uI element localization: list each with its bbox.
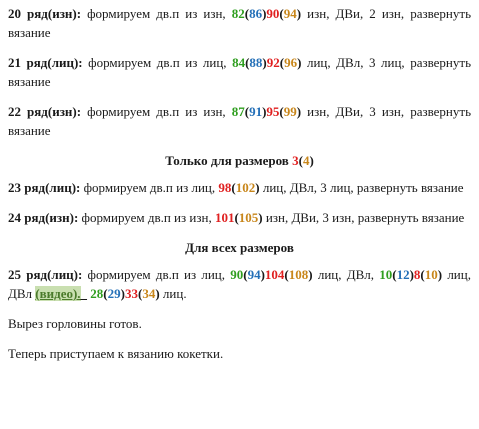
video-link[interactable]: (видео). <box>35 286 81 301</box>
size-count: 102 <box>235 180 256 195</box>
row-24: 24 ряд(изн): формируем дв.п из изн, 101(105) изн, ДВи, 3 изн, развернуть вязание <box>8 210 465 225</box>
size-count: 34 <box>142 286 156 301</box>
row-label: 21 ряд(лиц): <box>8 55 83 70</box>
size-count: 94 <box>283 6 297 21</box>
size-count: 95 <box>266 104 280 119</box>
section-heading-all-sizes: Для всех размеров <box>185 240 294 255</box>
note-start-yoke: Теперь приступаем к вязанию кокетки. <box>8 346 224 361</box>
row-label: 24 ряд(изн): <box>8 210 79 225</box>
size-count: 98 <box>218 180 232 195</box>
heading-text: Только для размеров <box>165 153 293 168</box>
row-25: 25 ряд(лиц): формируем дв.п из лиц, 90(94)104(108) лиц, ДВл, 10(12)8(10) лиц, ДВл (видео). 28(29)33(34) лиц. <box>8 267 471 301</box>
row-text: лиц, ДВл, 3 лиц, развернуть вязание <box>259 180 464 195</box>
size-number: 3 <box>292 153 299 168</box>
row-text: формируем дв.п из изн, <box>81 104 232 119</box>
row-20: 20 ряд(изн): формируем дв.п из изн, 82(86)90(94) изн, ДВи, 2 изн, развернуть вязание <box>8 6 471 40</box>
row-23: 23 ряд(лиц): формируем дв.п из лиц, 98(102) лиц, ДВл, 3 лиц, развернуть вязание <box>8 180 464 195</box>
size-count: 8 <box>413 267 421 282</box>
size-count: 108 <box>288 267 309 282</box>
section-heading-sizes-3-4: Только для размеров 3(4) <box>165 153 314 168</box>
size-count: 10 <box>424 267 438 282</box>
size-count: 84 <box>232 55 246 70</box>
size-count: 29 <box>107 286 121 301</box>
size-count: 28 <box>90 286 104 301</box>
row-text: формируем дв.п из лиц, <box>80 180 219 195</box>
row-label: 20 ряд(изн): <box>8 6 82 21</box>
row-text: лиц. <box>159 286 187 301</box>
size-count: 99 <box>283 104 297 119</box>
size-count: 94 <box>247 267 261 282</box>
row-text: лиц, ДВл <box>8 267 471 301</box>
row-text: формируем дв.п из лиц, <box>82 267 231 282</box>
size-count: 10 <box>379 267 393 282</box>
row-text: формируем дв.п из изн, <box>81 6 232 21</box>
row-22: 22 ряд(изн): формируем дв.п из изн, 87(91)95(99) изн, ДВи, 3 изн, развернуть вязание <box>8 104 471 138</box>
row-text: лиц, ДВл, <box>312 267 380 282</box>
size-count: 86 <box>249 6 263 21</box>
note-neckline-done: Вырез горловины готов. <box>8 316 142 331</box>
size-count: 104 <box>264 267 285 282</box>
size-count: 33 <box>124 286 138 301</box>
size-count: 105 <box>238 210 259 225</box>
size-number: 4 <box>302 153 310 168</box>
size-count: 87 <box>231 104 245 119</box>
size-count: 88 <box>249 55 263 70</box>
size-count: 101 <box>214 210 235 225</box>
row-text: изн, ДВи, 3 изн, развернуть вязание <box>262 210 465 225</box>
size-count: 91 <box>249 104 263 119</box>
row-text: изн, ДВи, 2 изн, развернуть вязание <box>8 6 471 40</box>
size-count: 90 <box>230 267 244 282</box>
row-text: изн, ДВи, 3 изн, развернуть вязание <box>8 104 471 138</box>
row-text: лиц, ДВл, 3 лиц, развернуть вязание <box>8 55 471 89</box>
row-label: 25 ряд(лиц): <box>8 267 83 282</box>
size-count: 12 <box>396 267 410 282</box>
size-count: 92 <box>266 55 280 70</box>
size-count: 90 <box>266 6 280 21</box>
size-count: 96 <box>284 55 298 70</box>
size-count: 82 <box>231 6 245 21</box>
row-label: 23 ряд(лиц): <box>8 180 81 195</box>
row-label: 22 ряд(изн): <box>8 104 82 119</box>
row-text: формируем дв.п из лиц, <box>82 55 233 70</box>
row-text: формируем дв.п из изн, <box>78 210 215 225</box>
row-21: 21 ряд(лиц): формируем дв.п из лиц, 84(88)92(96) лиц, ДВл, 3 лиц, развернуть вязание <box>8 55 471 89</box>
